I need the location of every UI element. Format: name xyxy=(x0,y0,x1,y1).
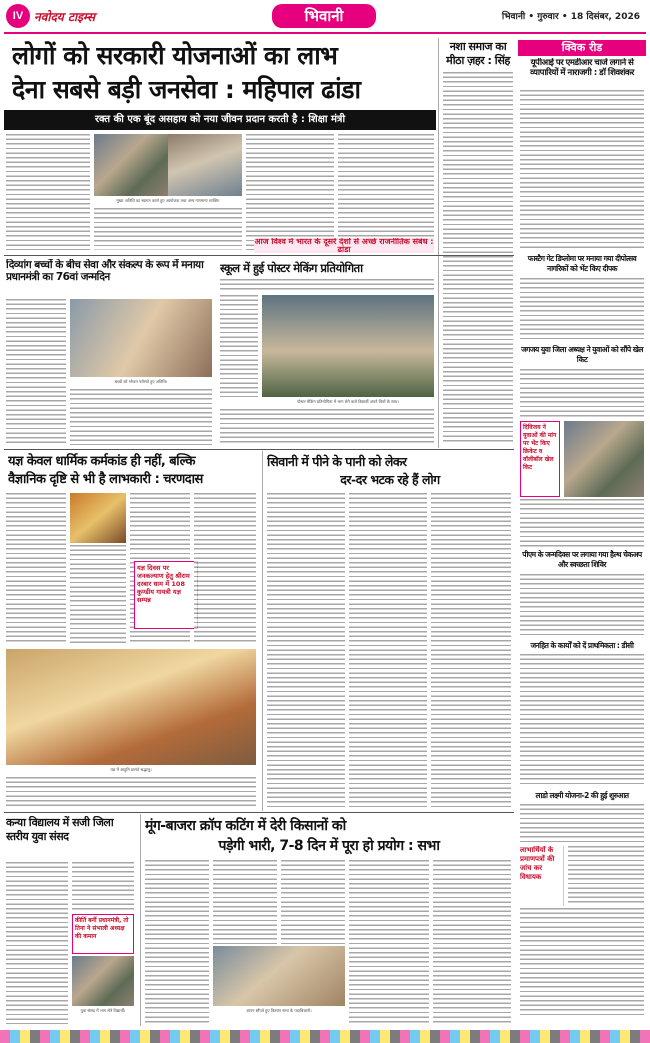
kanya-headline: कन्या विद्यालय में सजी जिला स्तरीय युवा संसद xyxy=(6,816,114,843)
school-body-2 xyxy=(220,409,434,445)
yagya-headline-1: यज्ञ केवल धार्मिक कर्मकांड ही नहीं, बल्कि xyxy=(8,454,195,469)
labhi-body-2 xyxy=(568,846,644,906)
labhi-story xyxy=(518,790,646,1020)
yagya-story xyxy=(4,451,258,811)
lead-body-col1 xyxy=(6,134,90,250)
water-story xyxy=(262,451,514,811)
yagya-body-bottom xyxy=(6,777,256,809)
moong-body-col2 xyxy=(213,860,277,944)
school-photo xyxy=(262,295,434,397)
lead-sub-headline: आज विश्व में भारत के दूसरे देशों से अच्छे राजनीतिक संबंध : ढांडा xyxy=(254,238,434,253)
school-body-1 xyxy=(220,279,434,293)
lead-photo-1 xyxy=(94,134,168,196)
school-caption: पोस्टर मेकिंग प्रतियोगिता में भाग लेने वाले विद्यार्थी अपने चित्रों के साथ। xyxy=(297,399,399,404)
janhit-headline: जनहित के कार्यों को दें प्राथमिकता : डीसी xyxy=(530,641,634,650)
yagya-body-col2 xyxy=(70,545,126,645)
water-headline-1: सिवानी में पीने के पानी को लेकर xyxy=(267,454,407,469)
fastag-story xyxy=(518,254,646,344)
pm-headline: पीएम के जन्मदिवस पर लगाया गया हैल्थ चेकअप और स्वच्छता शिविर xyxy=(522,550,642,569)
moong-body-col5 xyxy=(433,860,511,1024)
lead-body-col3 xyxy=(246,134,334,250)
jagjay-headline: जगजय युवा जिला अध्यक्ष ने युवाओं को सौंपे खेल किट xyxy=(521,345,643,364)
nasha-body xyxy=(443,72,513,444)
school-headline: स्कूल में हुई पोस्टर मेकिंग प्रतियोगिता xyxy=(220,261,363,275)
moong-body-col4 xyxy=(349,860,429,1024)
water-body-col2 xyxy=(349,493,427,807)
yagya-body-col1 xyxy=(6,493,66,645)
divyang-photo xyxy=(70,299,212,377)
school-story xyxy=(218,257,436,447)
moong-body-col1 xyxy=(145,860,209,1024)
kanya-body-col1 xyxy=(6,862,68,1024)
water-headline-2: दर-दर भटक रहे हैं लोग xyxy=(340,472,440,487)
lead-photo-caption: मुख्य अतिथि का स्वागत करते हुए आयोजक तथा अन्य गणमान्य व्यक्ति। xyxy=(116,198,220,203)
moong-headline-2: पड़ेगी भारी, 7-8 दिन में पूरा हो प्रयोग : सभा xyxy=(218,838,440,854)
moong-headline-1: मूंग-बाजरा क्रॉप कटिंग में देरी किसानों को xyxy=(145,818,346,834)
divyang-caption: बच्चों को भोजन परोसते हुए अतिथि। xyxy=(114,379,168,384)
upi-body xyxy=(520,90,644,250)
row4-rule xyxy=(4,812,514,813)
divyang-body-col1 xyxy=(6,299,66,445)
fastag-body xyxy=(520,278,644,342)
kanya-body-col2 xyxy=(72,862,134,912)
jagjay-body-2 xyxy=(520,499,644,549)
pm-story xyxy=(518,550,646,638)
lead-photo-2 xyxy=(168,134,242,196)
date-line: भिवानी • गुरुवार • 18 दिसंबर, 2026 xyxy=(501,12,640,22)
lead-body-col2 xyxy=(94,208,242,250)
jagjay-body xyxy=(520,369,644,419)
janhit-story xyxy=(518,640,646,788)
pm-body xyxy=(520,574,644,636)
lead-headline-2: देना सबसे बड़ी जनसेवा : महिपाल ढांडा xyxy=(12,75,361,104)
yagya-photo-main xyxy=(6,649,256,765)
divyang-headline: दिव्यांग बच्चों के बीच सेवा और संकल्प के रूप में मनाया प्रधानमंत्री का 76वां जन्मदिन xyxy=(6,259,204,283)
moong-caption: ज्ञापन सौंपते हुए किसान सभा के पदाधिकारी। xyxy=(246,1008,312,1013)
quick-read-title: क्विक रीड xyxy=(518,40,646,56)
school-body-left xyxy=(220,295,258,397)
labhi-body xyxy=(520,804,644,844)
lead-body-col4 xyxy=(338,134,434,240)
labhi-body-3 xyxy=(520,908,644,1018)
nasha-headline: नशा समाज का मीठा ज़हर : सिंह xyxy=(446,40,510,67)
moong-story xyxy=(140,814,514,1026)
yagya-caption: यज्ञ में आहुति डालते श्रद्धालु। xyxy=(110,767,152,772)
moong-body-col3 xyxy=(281,860,345,944)
divyang-body-col2 xyxy=(70,389,212,445)
yagya-callout: यज्ञ दिवस पर जनकल्याण हेतु श्रीराम दरबार धाम में 108 कुण्डीय गायत्री यज्ञ सम्पन्न xyxy=(134,561,198,629)
yagya-photo-1 xyxy=(70,493,126,543)
masthead xyxy=(0,0,650,38)
water-body-col3 xyxy=(431,493,511,807)
nasha-story xyxy=(438,38,514,448)
upi-headline: यूपीआई पर एमडीआर चार्ज लगाने से व्यापारियों में नाराजगी : डॉ शिवशंकर xyxy=(530,58,634,78)
paper-name: नवोदय टाइम्स xyxy=(34,10,96,24)
page-number-badge: IV xyxy=(6,4,30,28)
jagjay-story xyxy=(518,345,646,550)
jagjay-photo xyxy=(564,421,644,497)
labhi-headline: लाडो लक्ष्मी योजना-2 की हुई शुरुआत xyxy=(535,791,629,800)
water-body-col1 xyxy=(267,493,345,807)
kanya-box: कीर्ति बनीं प्रधानमंत्री, तो तिना ने संभाली अध्यक्ष की कमान xyxy=(72,914,134,954)
yagya-headline-2: वैज्ञानिक दृष्टि से भी है लाभकारी : चरणदास xyxy=(8,472,203,487)
masthead-rule xyxy=(4,32,646,34)
section-title: भिवानी xyxy=(272,4,376,28)
janhit-body xyxy=(520,654,644,786)
kanya-caption: युवा संसद में भाग लेते विद्यार्थी। xyxy=(80,1008,126,1013)
fastag-headline: फास्टैग गेट डिप्लोमा पर मनाया गया दीपोत्सव नागरिकों को भेंट किए दीपक xyxy=(527,254,637,273)
divyang-story xyxy=(4,257,214,447)
digvijay-box: दिविजय ने युवाओं की मांग पर भेंट किए क्रिकेट व वॉलीबॉल खेल किट xyxy=(520,421,560,497)
row3-rule xyxy=(4,449,514,450)
lead-kicker: रक्त की एक बूंद असहाय को नया जीवन प्रदान करती है : शिक्षा मंत्री xyxy=(4,110,436,130)
kanya-story xyxy=(4,814,136,1026)
row2-rule xyxy=(4,255,514,256)
quick-read-box xyxy=(518,38,646,253)
lead-headline-1: लोगों को सरकारी योजनाओं का लाभ xyxy=(12,41,338,70)
moong-photo xyxy=(213,946,345,1006)
yagya-body-col4 xyxy=(194,493,256,645)
labhi-box: लाभार्थियों के प्रमाणपत्रों की जांच कर विधायक xyxy=(520,846,564,906)
lead-story xyxy=(4,38,436,253)
kanya-photo xyxy=(72,956,134,1006)
footer-bar xyxy=(0,1030,650,1043)
